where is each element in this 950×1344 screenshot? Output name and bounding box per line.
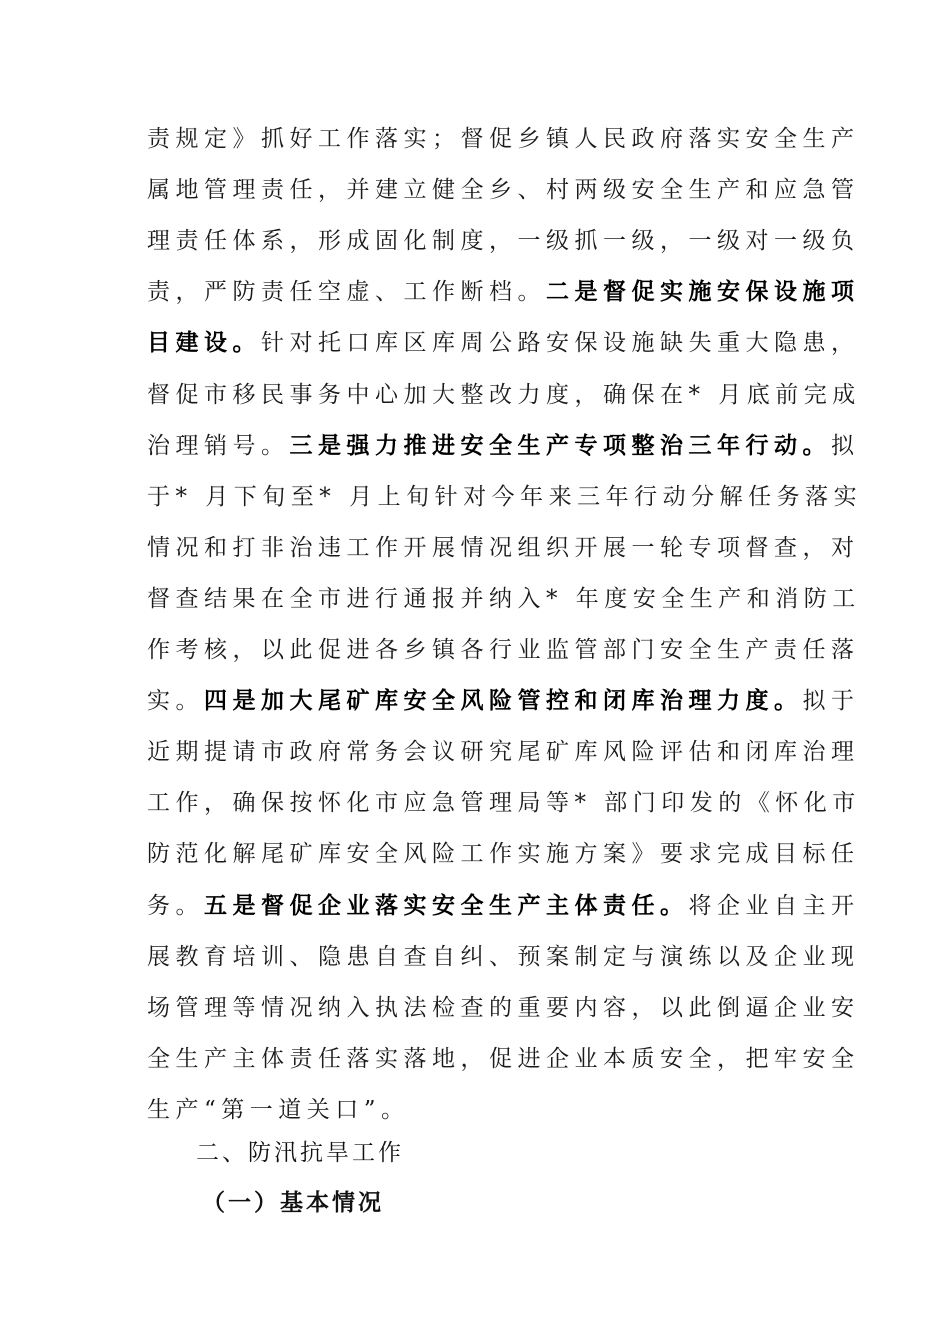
text-run: 将企业自主开 bbox=[688, 892, 860, 919]
text-run: 场管理等情况纳入执法检查的重要内容，以此倒逼企业安 bbox=[147, 994, 860, 1021]
text-line bbox=[147, 477, 863, 517]
text-run: 拟 bbox=[831, 432, 860, 459]
text-run: 防范化解尾矿库安全风险工作实施方案》要求完成目标任 bbox=[147, 841, 860, 868]
text-line bbox=[147, 1039, 860, 1079]
text-line bbox=[147, 579, 861, 619]
text-run: 作考核，以此促进各乡镇各行业监管部门安全生产责任落 bbox=[147, 637, 860, 663]
text-run: 责规定》抓好工作落实；督促乡镇人民政府落实安全生产 bbox=[147, 126, 860, 152]
text-line bbox=[147, 681, 860, 721]
text-line bbox=[147, 732, 860, 772]
text-line bbox=[147, 119, 860, 159]
text-run: 全生产主体责任落实落地，促进企业本质安全，把牢安全 bbox=[147, 1045, 860, 1072]
text-run: 属地管理责任，并建立健全乡、村两级安全生产和应急管 bbox=[147, 177, 860, 204]
text-line bbox=[147, 630, 860, 670]
text-run: 针对托口库区库周公路安保设施缺失重大隐患， bbox=[261, 330, 860, 357]
text-run: 理责任体系，形成固化制度，一级抓一级，一级对一级负 bbox=[147, 228, 860, 255]
text-line bbox=[147, 886, 860, 926]
text-run: 于* 月下旬至* 月上旬针对今年来三年行动分解任务落实 bbox=[147, 483, 863, 510]
text-run: 督促市移民事务中心加大整改力度，确保在* 月底前完成 bbox=[147, 381, 861, 408]
text-line bbox=[147, 426, 860, 466]
text-run: 展教育培训、隐患自查自纠、预案制定与演练以及企业现 bbox=[147, 943, 860, 970]
text-run: 拟于 bbox=[802, 688, 860, 715]
bold-text-run: 五是督促企业落实安全生产主体责任。 bbox=[204, 892, 689, 919]
bold-text-run: 四是加大尾矿库安全风险管控和闭库治理力度。 bbox=[204, 688, 803, 715]
text-line bbox=[147, 834, 860, 874]
bold-text-run: 二是督促实施安保设施项 bbox=[546, 279, 860, 306]
text-run: 工作，确保按怀化市应急管理局等* 部门印发的《怀化市 bbox=[147, 790, 861, 817]
text-run: 实。 bbox=[147, 688, 204, 715]
text-run: 情况和打非治违工作开展情况组织开展一轮专项督查，对 bbox=[147, 534, 860, 561]
section-heading: 二、防汛抗旱工作 bbox=[196, 1140, 404, 1166]
text-line bbox=[147, 528, 860, 568]
text-line bbox=[147, 323, 860, 363]
text-line bbox=[147, 1090, 807, 1130]
text-line bbox=[147, 988, 860, 1028]
text-line bbox=[147, 375, 861, 415]
text-line bbox=[147, 783, 861, 823]
bold-text-run: 目建设。 bbox=[147, 330, 261, 357]
text-run: 治理销号。 bbox=[147, 432, 290, 459]
text-line bbox=[147, 937, 860, 977]
text-run: 务。 bbox=[147, 892, 204, 919]
text-run: 督查结果在全市进行通报并纳入* 年度安全生产和消防工 bbox=[147, 585, 861, 612]
text-run: 近期提请市政府常务会议研究尾矿库风险评估和闭库治理 bbox=[147, 739, 860, 766]
text-run: 责，严防责任空虚、工作断档。 bbox=[147, 279, 546, 306]
text-run: 生产“第一道关口”。 bbox=[147, 1096, 410, 1123]
text-line bbox=[147, 221, 860, 261]
subsection-heading: （一）基本情况 bbox=[202, 1190, 384, 1216]
text-line bbox=[147, 272, 860, 312]
text-line bbox=[147, 170, 860, 210]
bold-text-run: 三是强力推进安全生产专项整治三年行动。 bbox=[289, 432, 831, 459]
